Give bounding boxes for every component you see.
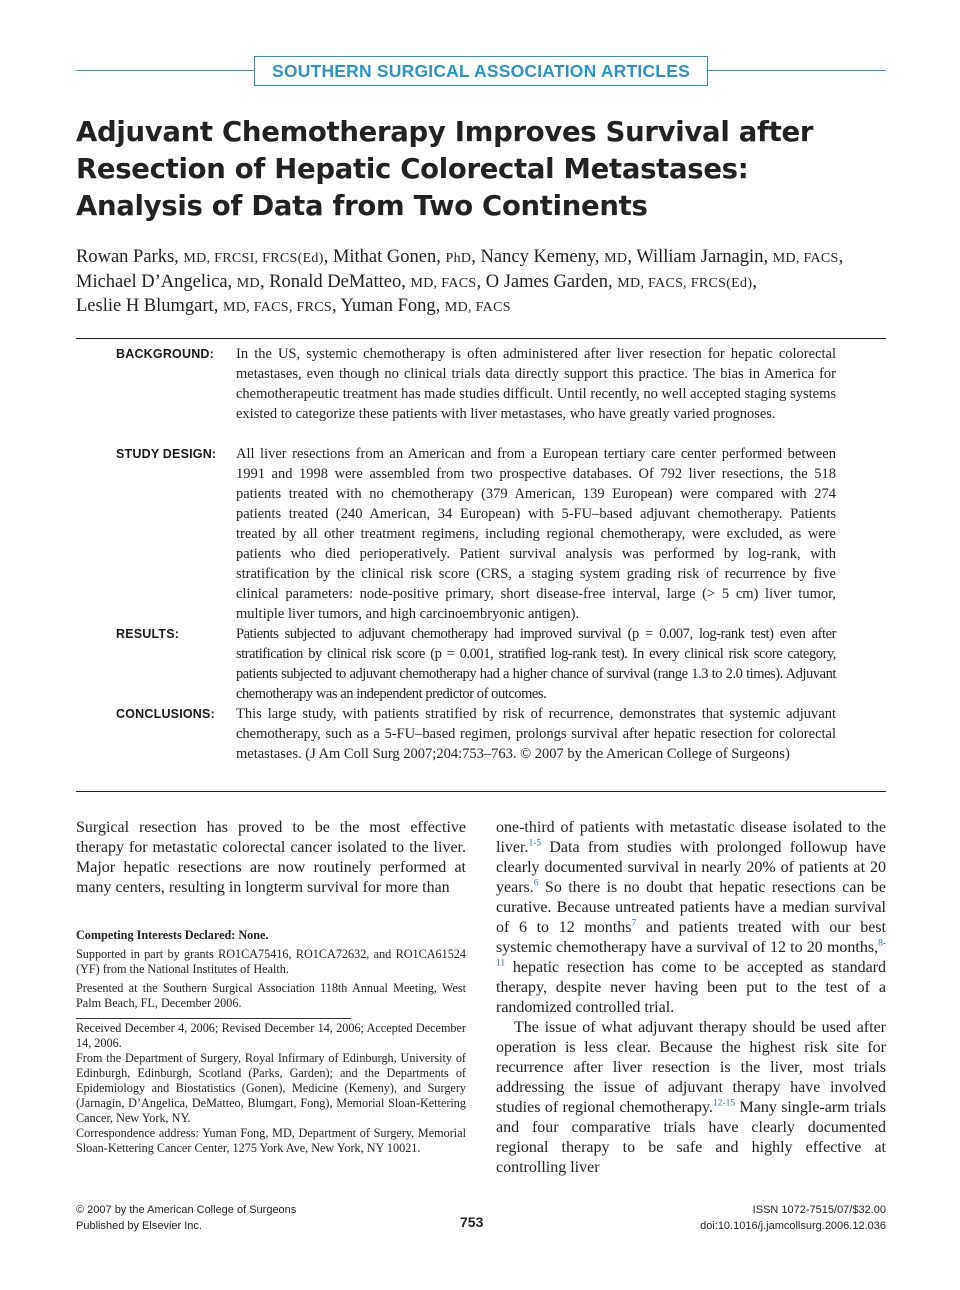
- author-name: Yuman Fong: [340, 296, 436, 316]
- author-name: O James Garden: [485, 271, 608, 292]
- footnotes-top: [76, 928, 466, 1015]
- abstract-label: RESULTS:: [116, 627, 180, 641]
- author-degrees: PhD: [445, 251, 472, 266]
- issn: ISSN 1072-7515/07/$32.00: [752, 1204, 886, 1216]
- abstract-text: Patients subjected to adjuvant chemotherapy had improved survival (p = 0.007, log-rank test) even after stratification by clinical risk score (p = 0.001, stratified log-rank test). In every clinical risk score category, patients subjected to adjuvant chemotherapy had a higher chance of survival (range 1.3 to 2.0 times). Adjuvant chemotherapy was an independent predictor of outcomes.: [236, 626, 836, 702]
- citation-link[interactable]: 1-5: [528, 838, 542, 849]
- footer-right: [700, 1202, 886, 1234]
- body-text: Data from studies with prolonged followup have clearly documented survival in nearly 20% of patients at 20 years.: [496, 839, 886, 896]
- author-name: Leslie H Blumgart: [76, 296, 214, 316]
- author-list: [76, 246, 888, 320]
- footnotes-bottom: [76, 1021, 466, 1156]
- citation-link[interactable]: 8-11: [496, 938, 886, 969]
- author-degrees: MD, FACS: [444, 300, 511, 315]
- author-name: Michael D’Angelica: [76, 271, 228, 292]
- title-line: Analysis of Data from Two Continents: [76, 190, 648, 222]
- citation-link[interactable]: 7: [631, 918, 637, 929]
- author-line: Leslie H Blumgart, MD, FACS, FRCS, Yuman Fong, MD, FACS: [76, 296, 511, 316]
- affiliation-note: From the Department of Surgery, Royal Infirmary of Edinburgh, University of Edinburgh, Edinburgh, Scotland (Parks, Garden); and the Departments of Epidemiology and Biostatistics (Gonen), Medicine (Kemeny), and Surgery (Jarnagin, D’Angelica, DeMatteo, Blumgart, Fong), Memorial Sloan-Kettering Cancer, New York, NY.: [76, 1051, 466, 1125]
- author-degrees: MD, FACS: [772, 251, 839, 266]
- author-line: Rowan Parks, MD, FRCSI, FRCS(Ed), Mithat Gonen, PhD, Nancy Kemeny, MD, William Jarnagin, MD, FACS,: [76, 247, 844, 267]
- doi: doi:10.1016/j.jamcollsurg.2006.12.036: [700, 1220, 886, 1232]
- publisher: Published by Elsevier Inc.: [76, 1220, 202, 1232]
- section-banner: [76, 56, 886, 86]
- body-text: one-third of patients with metastatic disease isolated to the liver.: [496, 819, 886, 856]
- body-text: and patients treated with our best systemic chemotherapy have a survival of 12 to 20 months,: [496, 919, 887, 956]
- body-text: The issue of what adjuvant therapy should be used after operation is less clear. Because the highest risk site for recurrence after liver resection is the liver, most trials addressing the issue of adjuvant therapy have involved studies of regional chemotherapy.: [496, 1019, 886, 1116]
- author-name: Rowan Parks: [76, 247, 175, 267]
- author-line: Michael D’Angelica, MD, Ronald DeMatteo, MD, FACS, O James Garden, MD, FACS, FRCS(Ed),: [76, 271, 757, 292]
- abstract-text: In the US, systemic chemotherapy is often administered after liver resection for hepatic colorectal metastases, even though no clinical trials data directly support this practice. The bias in America for chemotherapeutic treatment has made studies difficult. Until recently, no well accepted staging systems existed to categorize these patients with liver metastases, who have greatly varied prognoses.: [236, 346, 836, 422]
- citation-link[interactable]: 12-15: [712, 1098, 736, 1109]
- banner-label: SOUTHERN SURGICAL ASSOCIATION ARTICLES: [254, 56, 708, 86]
- body-text: Many single-arm trials and four comparative trials have clearly documented regional therapy to be safe and highly effective at controlling liver: [496, 1099, 886, 1176]
- article-title: [76, 114, 856, 225]
- footer-left: [76, 1202, 296, 1234]
- abstract-top-rule: [76, 338, 886, 339]
- abstract-text: This large study, with patients stratified by risk of recurrence, demonstrates that systemic adjuvant chemotherapy, such as a 5-FU–based regimen, prolongs survival after hepatic resection for colorectal metastases. (J Am Coll Surg 2007;204:753–763. © 2007 by the American College of Surgeons): [236, 706, 836, 762]
- author-degrees: MD, FACS, FRCS(Ed): [617, 275, 753, 291]
- body-right-column: [496, 818, 886, 1178]
- abstract-label: CONCLUSIONS:: [116, 707, 215, 721]
- competing-interests: Competing Interests Declared: None.: [76, 928, 269, 942]
- copyright: © 2007 by the American College of Surgeons: [76, 1204, 297, 1216]
- abstract-bottom-rule: [76, 791, 886, 792]
- abstract-text: All liver resections from an American and from a European tertiary care center performed between 1991 and 1998 were assembled from two prospective databases. Of 792 liver resections, the 518 patients treated with no chemotherapy (379 American, 139 European) were compared with 274 patients treated (240 American, 34 European) with 5-FU–based adjuvant chemotherapy. Patients treated by all other treatment regimens, including regional chemotherapy, were excluded, as were patients who died perioperatively. Patient survival analysis was performed by log-rank, with stratification by the clinical risk score (CRS, a staging system grading risk of recurrence by five clinical parameters: node-positive primary, short disease-free interval, large (> 5 cm) liver tumor, multiple liver tumors, and high carcinoembryonic antigen).: [236, 446, 836, 622]
- abstract-label: STUDY DESIGN:: [116, 447, 217, 461]
- correspondence-note: Correspondence address: Yuman Fong, MD, Department of Surgery, Memorial Sloan-Kettering Cancer Center, 1275 York Ave, New York, NY 10021.: [76, 1126, 466, 1155]
- author-name: William Jarnagin: [636, 247, 764, 267]
- author-degrees: MD: [604, 251, 628, 266]
- presented-note: Presented at the Southern Surgical Association 118th Annual Meeting, West Palm Beach, FL, December 2006.: [76, 981, 466, 1010]
- received-note: Received December 4, 2006; Revised December 14, 2006; Accepted December 14, 2006.: [76, 1021, 466, 1050]
- body-intro-paragraph: Surgical resection has proved to be the most effective therapy for metastatic colorectal cancer isolated to the liver. Major hepatic resections are now routinely performed at many centers, resulting in longterm survival for more than: [76, 819, 466, 896]
- author-name: Mithat Gonen: [332, 247, 437, 267]
- body-text: hepatic resection has come to be accepted as standard therapy, despite never having been put to the test of a randomized controlled trial.: [496, 959, 886, 1016]
- author-name: Nancy Kemeny: [480, 247, 595, 267]
- body-paragraph: [496, 1018, 886, 1178]
- body-paragraph: [496, 818, 886, 1018]
- body-text: So there is no doubt that hepatic resections can be curative. Because untreated patients have a median survival of 6 to 12 months: [496, 879, 886, 936]
- footnote-rule: [76, 1018, 351, 1019]
- author-degrees: MD, FACS: [410, 275, 477, 291]
- page-number: 753: [460, 1214, 484, 1230]
- abstract-label: BACKGROUND:: [116, 347, 215, 361]
- author-degrees: MD: [236, 275, 260, 291]
- support-note: Supported in part by grants RO1CA75416, RO1CA72632, and RO1CA61524 (YF) from the National Institutes of Health.: [76, 947, 466, 976]
- author-degrees: MD, FRCSI, FRCS(Ed): [183, 251, 324, 266]
- author-name: Ronald DeMatteo: [269, 271, 402, 292]
- title-line: Adjuvant Chemotherapy Improves Survival after: [76, 116, 814, 148]
- title-line: Resection of Hepatic Colorectal Metastases:: [76, 153, 749, 185]
- citation-link[interactable]: 6: [533, 878, 539, 889]
- author-degrees: MD, FACS, FRCS: [222, 300, 332, 315]
